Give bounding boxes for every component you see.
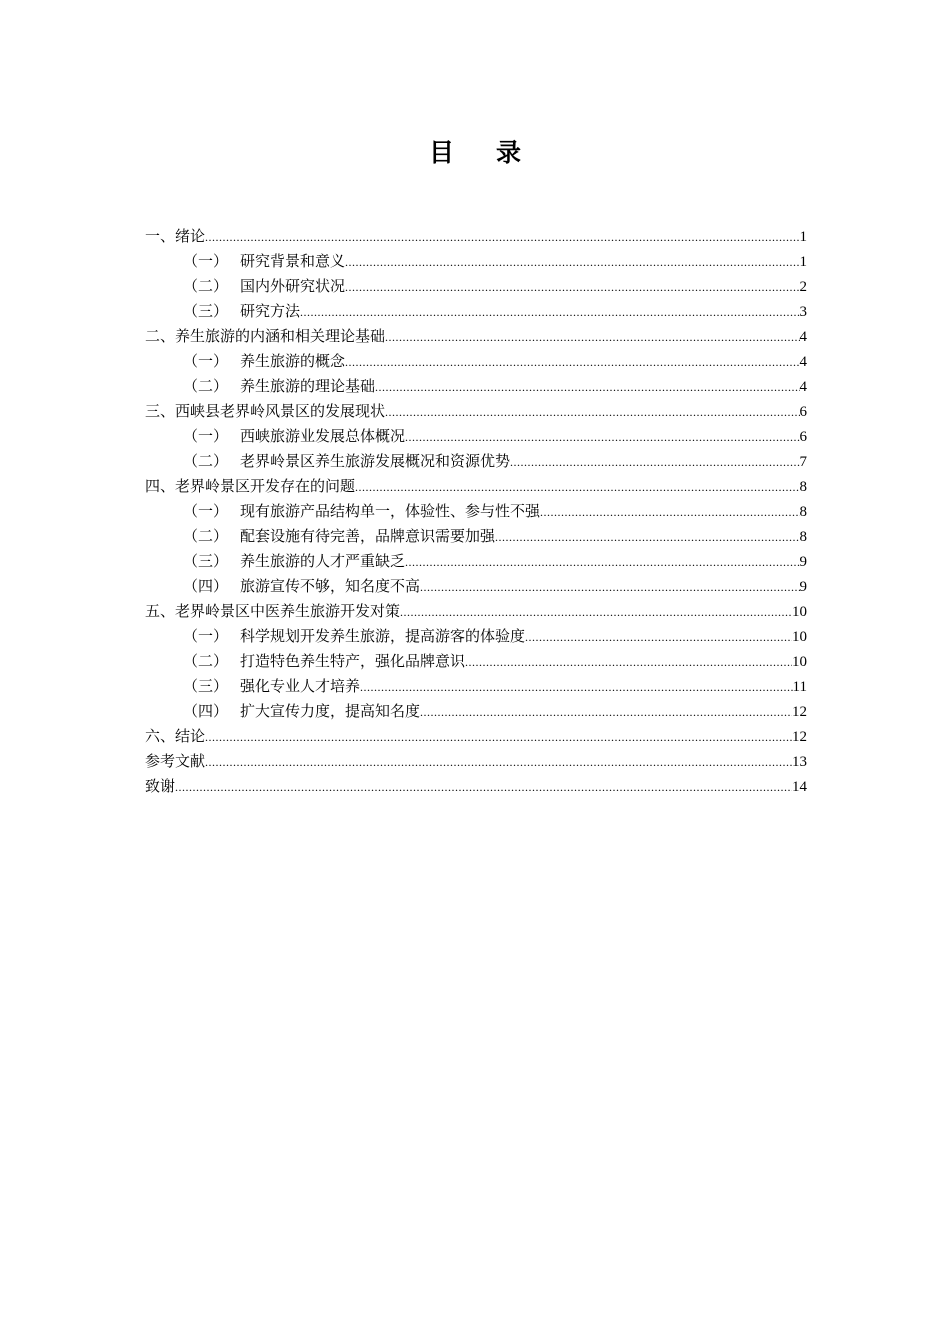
dot-leader [205, 725, 792, 750]
toc-entry-title: 研究背景和意义 [240, 252, 346, 270]
dot-leader [345, 250, 799, 275]
dot-leader [495, 525, 799, 550]
toc-page-number: 7 [799, 454, 807, 470]
toc-entry-title: 六、结论 [145, 727, 206, 745]
toc-entry-title: 一、绪论 [145, 227, 206, 245]
toc-entry-title: 研究方法 [240, 302, 301, 320]
toc-entry-number: （四） [183, 577, 229, 595]
toc-page-number: 9 [799, 554, 807, 570]
toc-entry-title: 养生旅游的概念 [240, 352, 346, 370]
toc-section-entry[interactable] [145, 424, 807, 449]
toc-entry-number: （二） [183, 527, 229, 545]
toc-page-number: 6 [799, 404, 807, 420]
dot-leader [405, 550, 799, 575]
toc-page-number: 4 [799, 379, 807, 395]
toc-entry-title: 科学规划开发养生旅游，提高游客的体验度 [240, 627, 526, 645]
dot-leader [400, 600, 792, 625]
toc-page-number: 1 [799, 229, 807, 245]
page-title: 目录 [428, 138, 563, 167]
toc-chapter-entry[interactable] [145, 224, 807, 249]
dot-leader [300, 300, 799, 325]
toc-chapter-entry[interactable] [145, 474, 807, 499]
toc-section-entry[interactable] [145, 624, 807, 649]
toc-page-number: 6 [799, 429, 807, 445]
toc-entry-title: 养生旅游的人才严重缺乏 [240, 552, 406, 570]
toc-entry-number: （一） [183, 627, 229, 645]
toc-entry-number: （二） [183, 652, 229, 670]
toc-section-entry[interactable] [145, 299, 807, 324]
toc-section-entry[interactable] [145, 549, 807, 574]
dot-leader [205, 750, 792, 775]
dot-leader [375, 375, 799, 400]
toc-page-number: 13 [792, 754, 807, 770]
toc-entry-number: （二） [183, 277, 229, 295]
toc-entry-title: 四、老界岭景区开发存在的问题 [145, 477, 356, 495]
toc-section-entry[interactable] [145, 674, 807, 699]
toc-section-entry[interactable] [145, 249, 807, 274]
toc-chapter-entry[interactable] [145, 774, 807, 799]
toc-page-number: 9 [799, 579, 807, 595]
dot-leader [405, 425, 799, 450]
toc-entry-number: （三） [183, 677, 229, 695]
toc-entry-title: 配套设施有待完善，品牌意识需要加强 [240, 527, 496, 545]
toc-page-number: 11 [792, 679, 807, 695]
toc-page-number: 12 [792, 729, 807, 745]
toc-entry-number: （一） [183, 352, 229, 370]
toc-entry-title: 三、西峡县老界岭风景区的发展现状 [145, 402, 386, 420]
toc-chapter-entry[interactable] [145, 324, 807, 349]
toc-page-number: 14 [792, 779, 807, 795]
dot-leader [420, 575, 799, 600]
toc-section-entry[interactable] [145, 449, 807, 474]
toc-page-number: 12 [792, 704, 807, 720]
dot-leader [385, 325, 799, 350]
dot-leader [355, 475, 799, 500]
toc-page-number: 4 [799, 354, 807, 370]
toc-entry-title: 二、养生旅游的内涵和相关理论基础 [145, 327, 386, 345]
toc-entry-title: 参考文献 [145, 752, 206, 770]
toc-section-entry[interactable] [145, 524, 807, 549]
toc-section-entry[interactable] [145, 699, 807, 724]
toc-entry-number: （一） [183, 427, 229, 445]
dot-leader [345, 350, 799, 375]
dot-leader [205, 225, 799, 250]
toc-page-number: 8 [799, 504, 807, 520]
toc-chapter-entry[interactable] [145, 749, 807, 774]
toc-entry-number: （四） [183, 702, 229, 720]
dot-leader [360, 675, 793, 700]
toc-page-number: 10 [792, 654, 807, 670]
dot-leader [465, 650, 792, 675]
toc-entry-title: 打造特色养生特产，强化品牌意识 [240, 652, 466, 670]
toc-page-number: 2 [799, 279, 807, 295]
toc-entry-title: 老界岭景区养生旅游发展概况和资源优势 [240, 452, 511, 470]
toc-entry-number: （二） [183, 452, 229, 470]
toc-page-number: 1 [799, 254, 807, 270]
toc-page-number: 8 [799, 529, 807, 545]
table-of-contents [145, 224, 807, 799]
toc-entry-title: 西峡旅游业发展总体概况 [240, 427, 406, 445]
toc-section-entry[interactable] [145, 374, 807, 399]
toc-section-entry[interactable] [145, 499, 807, 524]
toc-entry-title: 扩大宣传力度，提高知名度 [240, 702, 421, 720]
toc-page-number: 8 [799, 479, 807, 495]
dot-leader [175, 775, 792, 800]
toc-entry-number: （三） [183, 552, 229, 570]
toc-entry-title: 五、老界岭景区中医养生旅游开发对策 [145, 602, 401, 620]
toc-chapter-entry[interactable] [145, 399, 807, 424]
toc-entry-number: （一） [183, 502, 229, 520]
dot-leader [510, 450, 799, 475]
toc-entry-title: 国内外研究状况 [240, 277, 346, 295]
toc-entry-title: 致谢 [145, 777, 176, 795]
toc-section-entry[interactable] [145, 274, 807, 299]
dot-leader [420, 700, 792, 725]
toc-entry-title: 强化专业人才培养 [240, 677, 361, 695]
toc-chapter-entry[interactable] [145, 724, 807, 749]
toc-chapter-entry[interactable] [145, 599, 807, 624]
toc-section-entry[interactable] [145, 349, 807, 374]
dot-leader [385, 400, 799, 425]
dot-leader [345, 275, 799, 300]
toc-entry-title: 现有旅游产品结构单一，体验性、参与性不强 [240, 502, 541, 520]
toc-page-number: 4 [799, 329, 807, 345]
toc-page-number: 10 [792, 629, 807, 645]
dot-leader [525, 625, 792, 650]
dot-leader [540, 500, 799, 525]
toc-entry-number: （三） [183, 302, 229, 320]
toc-section-entry[interactable] [145, 574, 807, 599]
toc-entry-number: （一） [183, 252, 229, 270]
toc-entry-title: 养生旅游的理论基础 [240, 377, 376, 395]
toc-section-entry[interactable] [145, 649, 807, 674]
toc-page-number: 3 [799, 304, 807, 320]
toc-entry-number: （二） [183, 377, 229, 395]
toc-entry-title: 旅游宣传不够，知名度不高 [240, 577, 421, 595]
toc-page-number: 10 [792, 604, 807, 620]
